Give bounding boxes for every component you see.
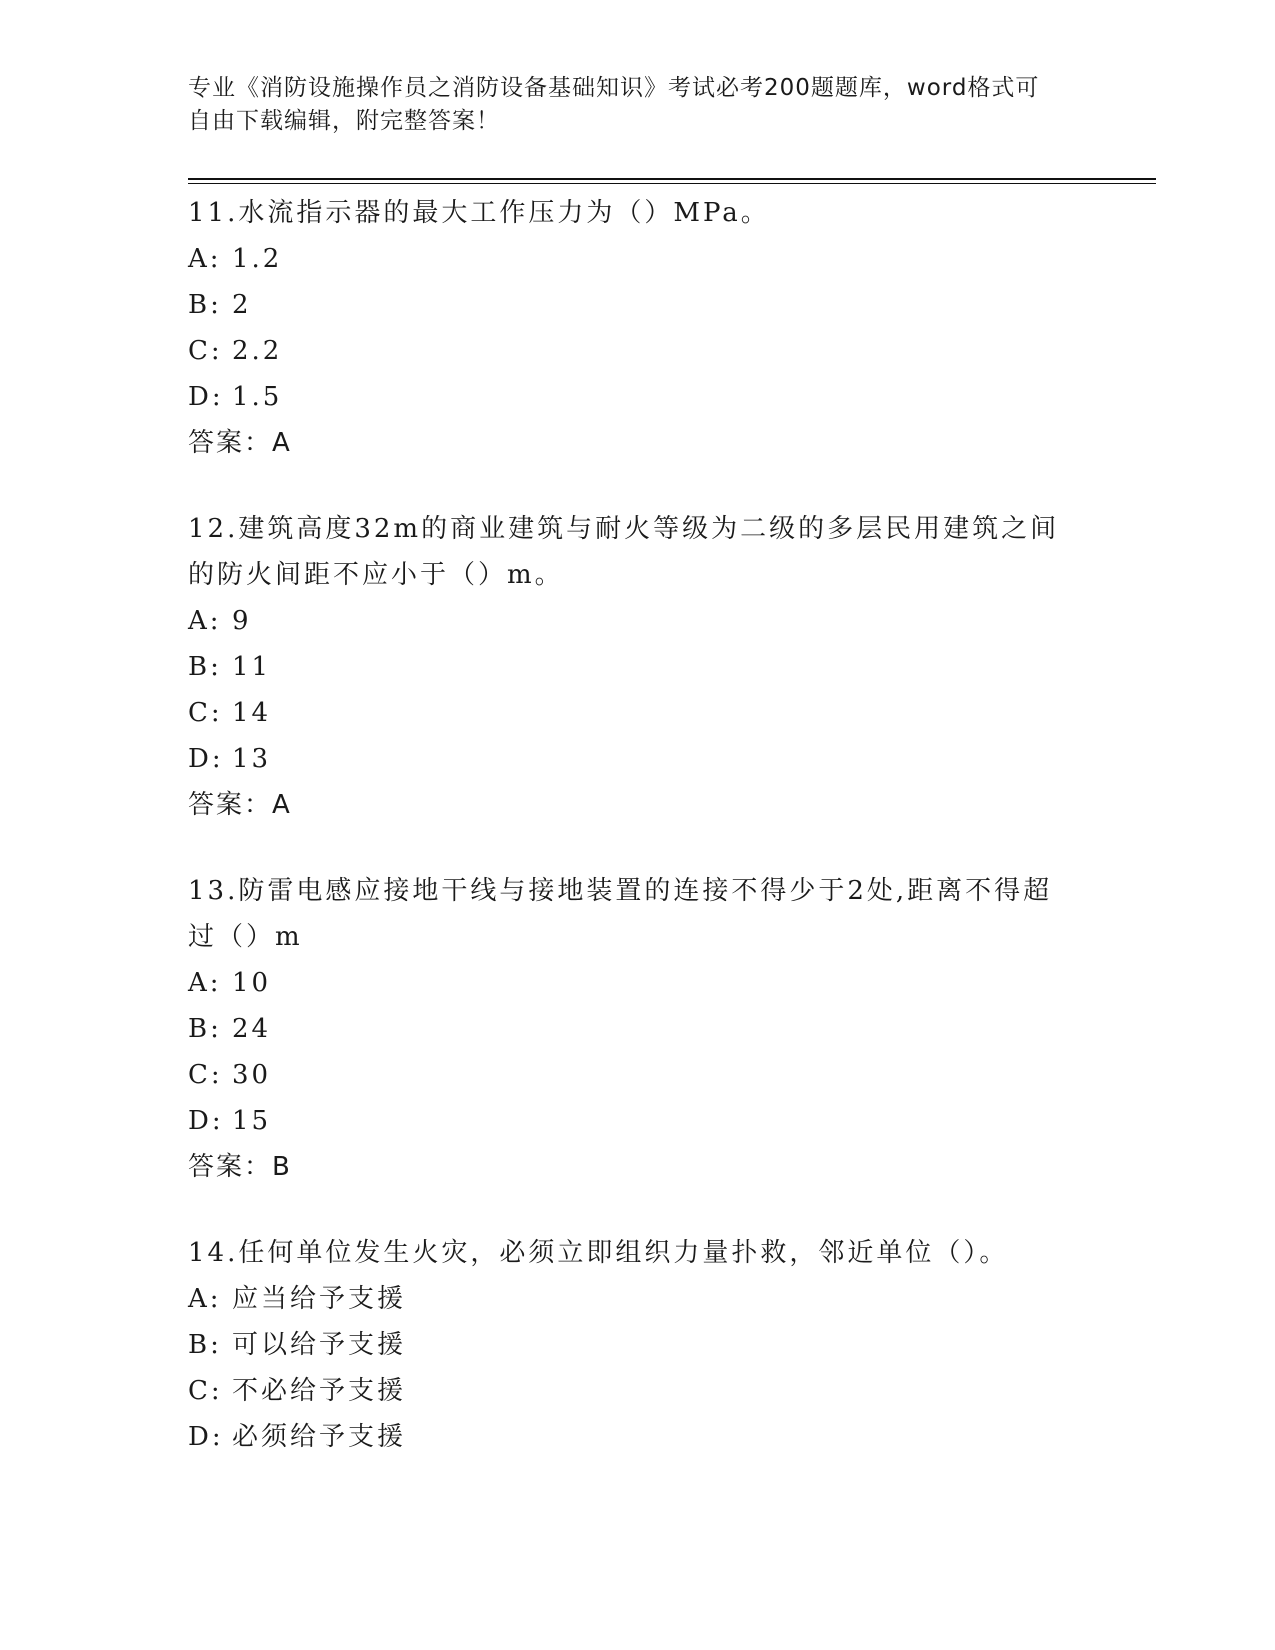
option-d xyxy=(188,736,1088,782)
option-b xyxy=(188,644,1088,690)
option-a xyxy=(188,960,1088,1006)
option-label: C: xyxy=(188,336,223,366)
option-label: A: xyxy=(188,606,222,636)
option-text: 14 xyxy=(232,698,272,728)
question-stem: 11.水流指示器的最大工作压力为（）MPa。 xyxy=(188,198,770,228)
question-stem: 14.任何单位发生火灾，必须立即组织力量扑救，邻近单位（）。 xyxy=(188,1238,1009,1268)
option-text: 1.5 xyxy=(232,382,283,412)
option-text: 2.2 xyxy=(232,336,283,366)
option-text: 15 xyxy=(232,1106,272,1136)
question-item xyxy=(188,190,1088,466)
option-text: 13 xyxy=(232,744,272,774)
option-b xyxy=(188,1322,1088,1368)
question-item xyxy=(188,868,1088,1190)
option-label: D: xyxy=(188,1106,224,1136)
option-b xyxy=(188,1006,1088,1052)
option-label: D: xyxy=(188,1422,224,1452)
option-a xyxy=(188,598,1088,644)
option-text: 24 xyxy=(232,1014,272,1044)
answer-line: 答案：B xyxy=(188,1152,292,1182)
option-d xyxy=(188,1098,1088,1144)
option-text: 不必给予支援 xyxy=(232,1376,407,1406)
option-text: 9 xyxy=(232,606,252,636)
option-text: 10 xyxy=(232,968,272,998)
option-d xyxy=(188,374,1088,420)
option-text: 应当给予支援 xyxy=(232,1284,407,1314)
option-label: C: xyxy=(188,1060,223,1090)
option-text: 可以给予支援 xyxy=(232,1330,407,1360)
option-c xyxy=(188,1368,1088,1414)
header-title-line-1: 专业《消防设施操作员之消防设备基础知识》考试必考200题题库，word格式可 xyxy=(188,75,1040,101)
option-c xyxy=(188,690,1088,736)
option-label: B: xyxy=(188,290,222,320)
question-stem: 12.建筑高度32m的商业建筑与耐火等级为二级的多层民用建筑之间的防火间距不应小于（）m。 xyxy=(188,514,1060,590)
header-divider-thick xyxy=(188,178,1156,180)
answer-line: 答案：A xyxy=(188,428,292,458)
question-item xyxy=(188,506,1088,828)
option-a xyxy=(188,236,1088,282)
option-text: 11 xyxy=(232,652,272,682)
option-b xyxy=(188,282,1088,328)
option-text: 30 xyxy=(232,1060,272,1090)
option-text: 2 xyxy=(232,290,252,320)
header-divider-thin xyxy=(188,183,1156,184)
option-label: A: xyxy=(188,968,222,998)
option-d xyxy=(188,1414,1088,1460)
option-text: 1.2 xyxy=(232,244,283,274)
option-label: B: xyxy=(188,1014,222,1044)
header-title-line-2: 自由下载编辑，附完整答案！ xyxy=(188,108,500,134)
option-label: D: xyxy=(188,382,224,412)
option-label: C: xyxy=(188,698,223,728)
option-label: B: xyxy=(188,652,222,682)
option-c xyxy=(188,328,1088,374)
question-list xyxy=(188,190,1088,1500)
option-label: D: xyxy=(188,744,224,774)
option-text: 必须给予支援 xyxy=(232,1422,407,1452)
document-header xyxy=(188,72,1088,138)
option-label: A: xyxy=(188,1284,222,1314)
question-stem: 13.防雷电感应接地干线与接地装置的连接不得少于2处,距离不得超过（）m xyxy=(188,876,1053,952)
answer-line: 答案：A xyxy=(188,790,292,820)
option-label: B: xyxy=(188,1330,222,1360)
question-item xyxy=(188,1230,1088,1460)
option-label: C: xyxy=(188,1376,223,1406)
option-label: A: xyxy=(188,244,222,274)
option-a xyxy=(188,1276,1088,1322)
option-c xyxy=(188,1052,1088,1098)
